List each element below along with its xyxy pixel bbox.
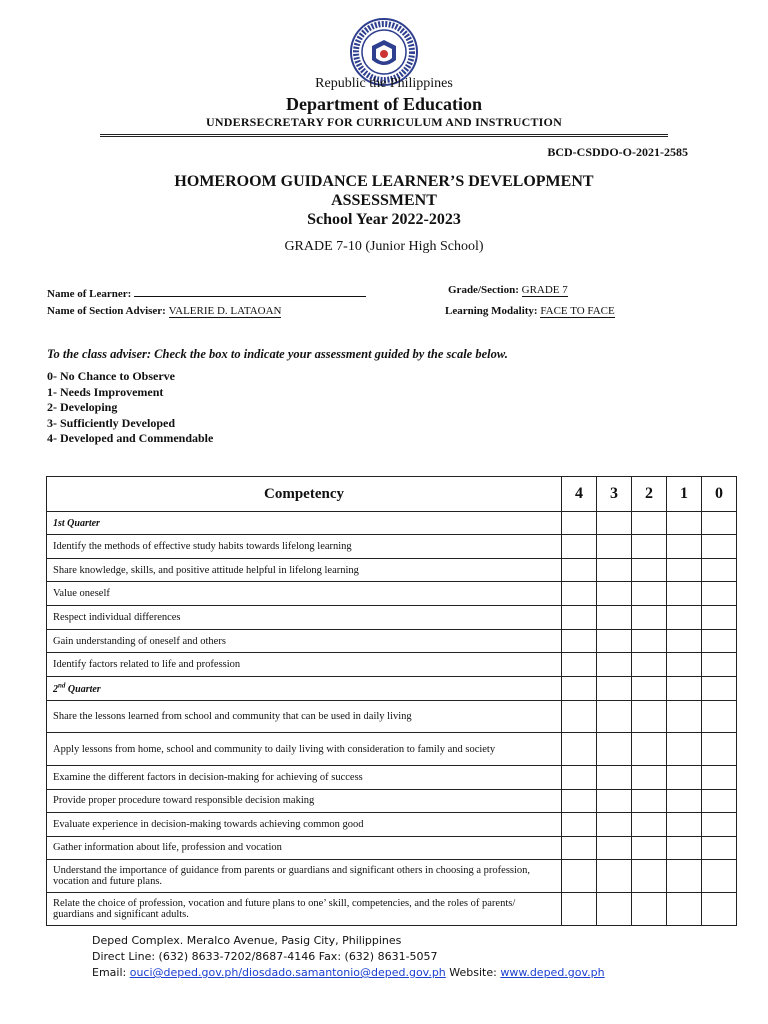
document-title-line1: HOMEROOM GUIDANCE LEARNER’S DEVELOPMENT bbox=[174, 173, 594, 190]
rating-checkbox[interactable] bbox=[597, 789, 632, 813]
table-row bbox=[47, 893, 737, 926]
rating-checkbox[interactable] bbox=[597, 813, 632, 837]
competency-cell: Relate the choice of profession, vocation and future plans to one’ skill, competencies, and the roles of parents/ guardians and significant adults. bbox=[47, 893, 562, 926]
rating-header-0: 0 bbox=[702, 477, 737, 512]
rating-checkbox[interactable] bbox=[702, 535, 737, 559]
adviser-value[interactable]: VALERIE D. LATAOAN bbox=[168, 305, 282, 317]
footer-phones: Direct Line: (632) 8633-7202/8687-4146 Fax: (632) 8631-5057 bbox=[92, 950, 438, 963]
rating-checkbox[interactable] bbox=[562, 535, 597, 559]
competency-cell: Identify the methods of effective study habits towards lifelong learning bbox=[47, 535, 562, 559]
table-row bbox=[47, 733, 737, 766]
header-rule bbox=[100, 136, 668, 137]
republic-heading: Republic the Philippines bbox=[315, 76, 453, 91]
quarter-row bbox=[47, 512, 737, 535]
learner-label: Name of Learner: bbox=[47, 288, 132, 300]
rating-checkbox[interactable] bbox=[702, 653, 737, 677]
learner-field bbox=[47, 284, 366, 300]
rating-checkbox[interactable] bbox=[632, 558, 667, 582]
document-title-line2: ASSESSMENT bbox=[331, 192, 437, 209]
rating-checkbox[interactable] bbox=[667, 629, 702, 653]
rating-checkbox[interactable] bbox=[702, 677, 737, 701]
rating-checkbox[interactable] bbox=[702, 893, 737, 926]
rating-checkbox[interactable] bbox=[562, 836, 597, 860]
rating-checkbox[interactable] bbox=[667, 677, 702, 701]
rating-checkbox[interactable] bbox=[667, 512, 702, 535]
adviser-field bbox=[47, 305, 281, 318]
rating-checkbox[interactable] bbox=[667, 582, 702, 606]
rating-checkbox[interactable] bbox=[562, 860, 597, 893]
website-label: Website: bbox=[445, 966, 501, 979]
rating-checkbox[interactable] bbox=[632, 766, 667, 790]
rating-checkbox[interactable] bbox=[597, 653, 632, 677]
rating-checkbox[interactable] bbox=[632, 789, 667, 813]
rating-checkbox[interactable] bbox=[632, 893, 667, 926]
rating-checkbox[interactable] bbox=[667, 813, 702, 837]
scale-item: 0- No Chance to Observe bbox=[47, 369, 175, 383]
scale-item: 4- Developed and Commendable bbox=[47, 431, 214, 445]
modality-label: Learning Modality: bbox=[445, 305, 538, 317]
rating-checkbox[interactable] bbox=[562, 558, 597, 582]
rating-checkbox[interactable] bbox=[562, 733, 597, 766]
rating-checkbox[interactable] bbox=[702, 836, 737, 860]
adviser-label: Name of Section Adviser: bbox=[47, 305, 166, 317]
rating-checkbox[interactable] bbox=[702, 766, 737, 790]
rating-checkbox[interactable] bbox=[702, 606, 737, 630]
rating-checkbox[interactable] bbox=[562, 512, 597, 535]
rating-checkbox[interactable] bbox=[597, 701, 632, 733]
table-row bbox=[47, 813, 737, 837]
learner-input[interactable] bbox=[134, 284, 366, 297]
table-row bbox=[47, 766, 737, 790]
rating-checkbox[interactable] bbox=[667, 535, 702, 559]
rating-checkbox[interactable] bbox=[597, 860, 632, 893]
memo-code: BCD-CSDDO-O-2021-2585 bbox=[547, 145, 688, 159]
rating-checkbox[interactable] bbox=[632, 629, 667, 653]
modality-field bbox=[445, 305, 615, 318]
rating-checkbox[interactable] bbox=[632, 677, 667, 701]
scale-item: 3- Sufficiently Developed bbox=[47, 415, 175, 430]
rating-checkbox[interactable] bbox=[597, 558, 632, 582]
rating-checkbox[interactable] bbox=[597, 733, 632, 766]
rating-checkbox[interactable] bbox=[702, 733, 737, 766]
rating-checkbox[interactable] bbox=[632, 653, 667, 677]
rating-checkbox[interactable] bbox=[597, 893, 632, 926]
rating-checkbox[interactable] bbox=[632, 582, 667, 606]
rating-checkbox[interactable] bbox=[562, 677, 597, 701]
rating-checkbox[interactable] bbox=[667, 733, 702, 766]
rating-checkbox[interactable] bbox=[597, 766, 632, 790]
scale-item: 2- Developing bbox=[47, 400, 118, 414]
rating-checkbox[interactable] bbox=[667, 860, 702, 893]
competency-cell: Share knowledge, skills, and positive attitude helpful in lifelong learning bbox=[47, 558, 562, 582]
rating-checkbox[interactable] bbox=[702, 558, 737, 582]
competency-cell: Examine the different factors in decision-making for achieving of success bbox=[47, 766, 562, 790]
rating-checkbox[interactable] bbox=[562, 606, 597, 630]
rating-checkbox[interactable] bbox=[702, 789, 737, 813]
competency-cell: Evaluate experience in decision-making towards achieving common good bbox=[47, 813, 562, 837]
competency-header: Competency bbox=[47, 477, 562, 512]
rating-checkbox[interactable] bbox=[702, 582, 737, 606]
rating-checkbox[interactable] bbox=[702, 701, 737, 733]
header-rule bbox=[100, 134, 668, 135]
rating-checkbox[interactable] bbox=[667, 606, 702, 630]
table-header-row bbox=[47, 477, 737, 512]
rating-checkbox[interactable] bbox=[667, 789, 702, 813]
table-row bbox=[47, 701, 737, 733]
website-link[interactable]: www.deped.gov.ph bbox=[500, 966, 605, 979]
rating-checkbox[interactable] bbox=[667, 653, 702, 677]
competency-table bbox=[46, 476, 737, 926]
office-heading: UNDERSECRETARY FOR CURRICULUM AND INSTRUCTION bbox=[206, 115, 562, 129]
table-row bbox=[47, 860, 737, 893]
rating-checkbox[interactable] bbox=[667, 893, 702, 926]
email-link[interactable]: ouci@deped.gov.ph/diosdado.samantonio@deped.gov.ph bbox=[129, 966, 446, 979]
table-row bbox=[47, 535, 737, 559]
rating-checkbox[interactable] bbox=[702, 813, 737, 837]
instruction-text: To the class adviser: Check the box to indicate your assessment guided by the scale below. bbox=[47, 347, 508, 361]
rating-checkbox[interactable] bbox=[702, 860, 737, 893]
rating-checkbox[interactable] bbox=[632, 860, 667, 893]
competency-cell: Provide proper procedure toward responsible decision making bbox=[47, 789, 562, 813]
rating-checkbox[interactable] bbox=[562, 629, 597, 653]
competency-cell: Respect individual differences bbox=[47, 606, 562, 630]
rating-checkbox[interactable] bbox=[632, 733, 667, 766]
rating-checkbox[interactable] bbox=[632, 813, 667, 837]
table-row bbox=[47, 606, 737, 630]
footer-contact bbox=[92, 965, 605, 981]
rating-checkbox[interactable] bbox=[702, 629, 737, 653]
rating-scale bbox=[47, 369, 213, 447]
rating-checkbox[interactable] bbox=[597, 677, 632, 701]
rating-checkbox[interactable] bbox=[667, 836, 702, 860]
rating-checkbox[interactable] bbox=[632, 836, 667, 860]
rating-header-2: 2 bbox=[632, 477, 667, 512]
rating-checkbox[interactable] bbox=[562, 701, 597, 733]
modality-value[interactable]: FACE TO FACE bbox=[540, 305, 615, 317]
quarter-label: 2nd Quarter bbox=[47, 677, 562, 701]
competency-cell: Gain understanding of oneself and others bbox=[47, 629, 562, 653]
rating-checkbox[interactable] bbox=[562, 582, 597, 606]
rating-header-3: 3 bbox=[597, 477, 632, 512]
rating-header-4: 4 bbox=[562, 477, 597, 512]
scale-item: 1- Needs Improvement bbox=[47, 384, 164, 399]
rating-header-1: 1 bbox=[667, 477, 702, 512]
rating-checkbox[interactable] bbox=[597, 582, 632, 606]
rating-checkbox[interactable] bbox=[632, 535, 667, 559]
rating-checkbox[interactable] bbox=[597, 606, 632, 630]
grade-section-field bbox=[448, 284, 568, 297]
rating-checkbox[interactable] bbox=[597, 535, 632, 559]
competency-cell: Identify factors related to life and profession bbox=[47, 653, 562, 677]
quarter-label: 1st Quarter bbox=[47, 512, 562, 535]
rating-checkbox[interactable] bbox=[562, 653, 597, 677]
rating-checkbox[interactable] bbox=[597, 629, 632, 653]
competency-cell: Value oneself bbox=[47, 582, 562, 606]
school-year: School Year 2022-2023 bbox=[307, 211, 461, 228]
competency-cell: Understand the importance of guidance from parents or guardians and significant others in choosing a profession, vocation and future plans. bbox=[47, 860, 562, 893]
email-label: Email: bbox=[92, 966, 130, 979]
rating-checkbox[interactable] bbox=[632, 701, 667, 733]
grade-section-label: Grade/Section: bbox=[448, 284, 519, 296]
table-row bbox=[47, 558, 737, 582]
table-row bbox=[47, 836, 737, 860]
rating-checkbox[interactable] bbox=[562, 893, 597, 926]
competency-cell: Apply lessons from home, school and community to daily living with consideration to family and society bbox=[47, 733, 562, 766]
rating-checkbox[interactable] bbox=[667, 558, 702, 582]
rating-checkbox[interactable] bbox=[667, 701, 702, 733]
table-row bbox=[47, 789, 737, 813]
rating-checkbox[interactable] bbox=[562, 813, 597, 837]
rating-checkbox[interactable] bbox=[667, 766, 702, 790]
table-row bbox=[47, 653, 737, 677]
grade-section-value[interactable]: GRADE 7 bbox=[521, 284, 568, 296]
footer bbox=[92, 933, 605, 981]
rating-checkbox[interactable] bbox=[562, 766, 597, 790]
competency-cell: Gather information about life, profession and vocation bbox=[47, 836, 562, 860]
grade-level: GRADE 7-10 (Junior High School) bbox=[284, 239, 484, 254]
table-row bbox=[47, 629, 737, 653]
rating-checkbox[interactable] bbox=[597, 512, 632, 535]
table-row bbox=[47, 582, 737, 606]
rating-checkbox[interactable] bbox=[632, 606, 667, 630]
department-heading: Department of Education bbox=[286, 94, 482, 114]
rating-checkbox[interactable] bbox=[702, 512, 737, 535]
rating-checkbox[interactable] bbox=[562, 789, 597, 813]
rating-checkbox[interactable] bbox=[597, 836, 632, 860]
footer-address: Deped Complex. Meralco Avenue, Pasig City, Philippines bbox=[92, 934, 402, 947]
quarter-row bbox=[47, 677, 737, 701]
competency-cell: Share the lessons learned from school and community that can be used in daily living bbox=[47, 701, 562, 733]
rating-checkbox[interactable] bbox=[632, 512, 667, 535]
